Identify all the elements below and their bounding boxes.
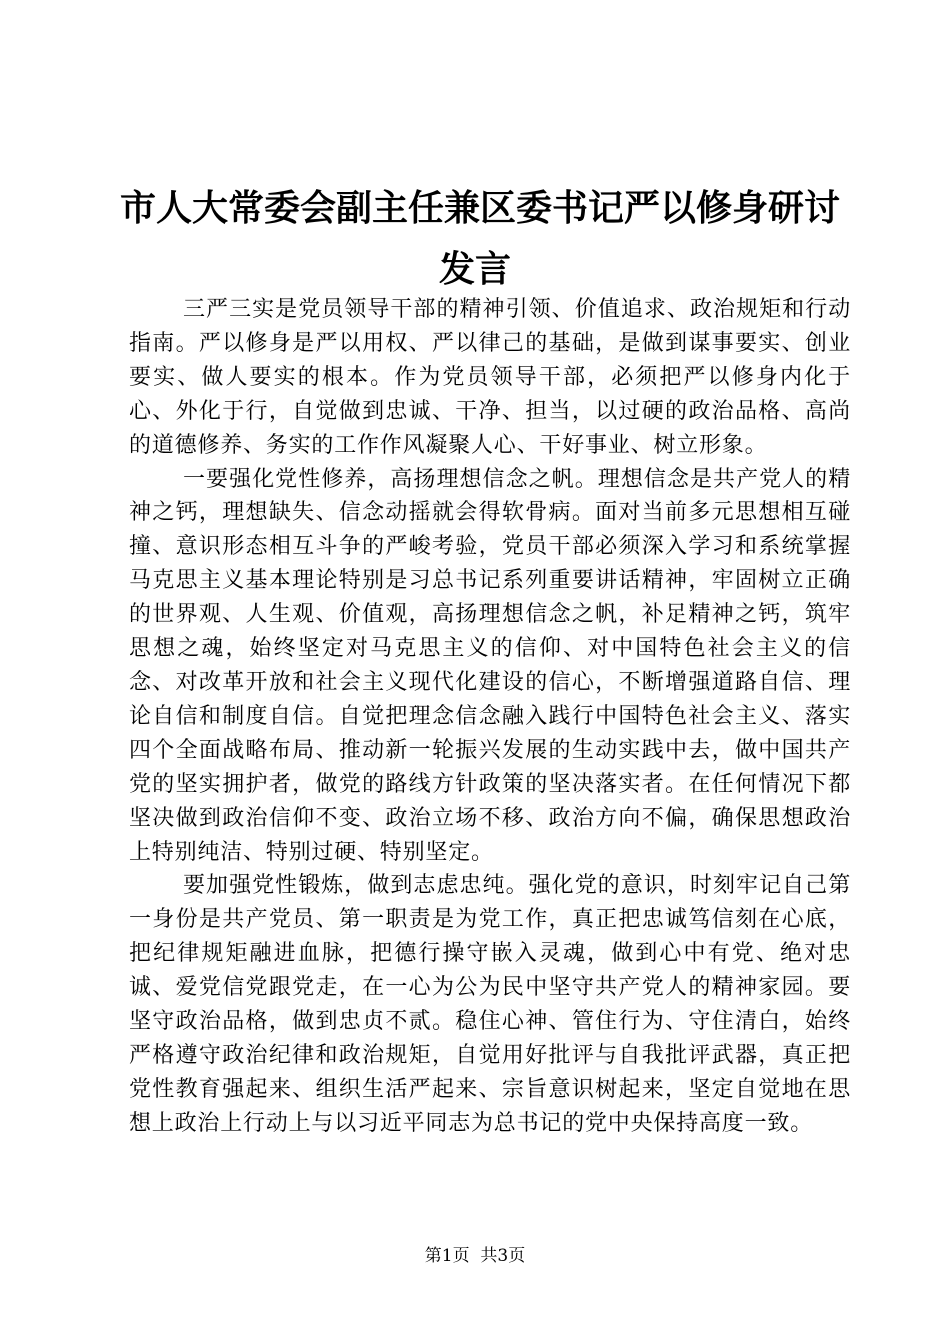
document-title-line-2: 发言 — [438, 249, 511, 290]
document-body — [129, 293, 851, 1141]
page-number-footer: 第1页 共3页 — [424, 1246, 526, 1266]
document-title-line-1: 市人大常委会副主任兼区委书记严以修身研讨 — [120, 188, 841, 229]
paragraph-party-spirit-training: 要加强党性锻炼，做到志虑忠纯。强化党的意识，时刻牢记自己第一身份是共产党员、第一职责是为党工作，真正把忠诚笃信刻在心底，把纪律规矩融进血脉，把德行操守嵌入灵魂，做到心中有党、绝对忠诚、爱党信党跟党走，在一心为公为民中坚守共产党人的精神家园。要坚守政治品格，做到忠贞不贰。稳住心神、管住行为、守住清白，始终严格遵守政治纪律和政治规矩，自觉用好批评与自我批评武器，真正把党性教育强起来、组织生活严起来、宗旨意识树起来，坚定自觉地在思想上政治上行动上与以习近平同志为总书记的党中央保持高度一致。 — [129, 873, 851, 1136]
paragraph-party-spirit-cultivation: 一要强化党性修养，高扬理想信念之帆。理想信念是共产党人的精神之钙，理想缺失、信念动摇就会得软骨病。面对当前多元思想相互碰撞、意识形态相互斗争的严峻考验，党员干部必须深入学习和系统掌握马克思主义基本理论特别是习总书记系列重要讲话精神，牢固树立正确的世界观、人生观、价值观，高扬理想信念之帆，补足精神之钙，筑牢思想之魂，始终坚定对马克思主义的信仰、对中国特色社会主义的信念、对改革开放和社会主义现代化建设的信心，不断增强道路自信、理论自信和制度自信。自觉把理念信念融入践行中国特色社会主义、落实四个全面战略布局、推动新一轮振兴发展的生动实践中去，做中国共产党的坚实拥护者，做党的路线方针政策的坚决落实者。在任何情况下都坚决做到政治信仰不变、政治立场不移、政治方向不偏，确保思想政治上特别纯洁、特别过硬、特别坚定。 — [129, 466, 851, 865]
paragraph-intro: 三严三实是党员领导干部的精神引领、价值追求、政治规矩和行动指南。严以修身是严以用权、严以律己的基础，是做到谋事要实、创业要实、做人要实的根本。作为党员领导干部，必须把严以修身内化于心、外化于行，自觉做到忠诚、干净、担当，以过硬的政治品格、高尚的道德修养、务实的工作作风凝聚人心、干好事业、树立形象。 — [129, 297, 851, 458]
